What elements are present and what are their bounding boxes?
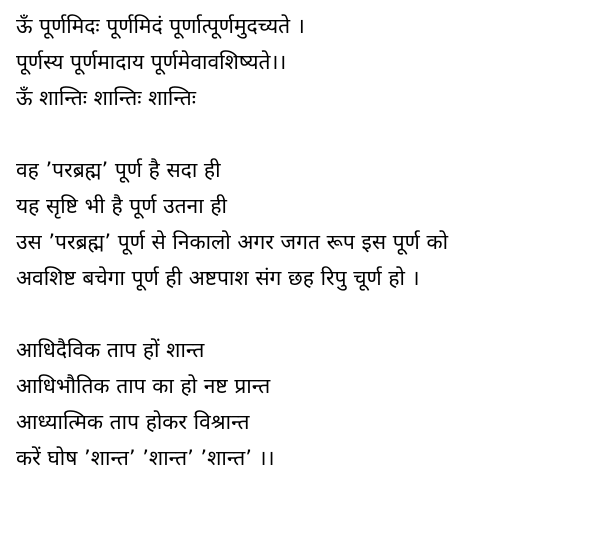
verse-line: यह सृष्टि भी है पूर्ण उतना ही (16, 194, 227, 218)
poem-document (16, 8, 600, 476)
verse-line: ऊँ पूर्णमिदः पूर्णमिदं पूर्णात्पूर्णमुदच्यते । (16, 14, 305, 38)
verse-line: पूर्णस्य पूर्णमादाय पूर्णमेवावशिष्यते।। (16, 50, 287, 74)
verse-line: अवशिष्ट बचेगा पूर्ण ही अष्टपाश संग छह रिपु चूर्ण हो । (16, 266, 420, 290)
stanza-purna (16, 152, 600, 296)
verse-line: करें घोष ’शान्त’ ’शान्त’ ’शान्त’ ।। (16, 446, 275, 470)
verse-line: आध्यात्मिक ताप होकर विश्रान्त (16, 410, 250, 434)
verse-line: आधिदैविक ताप हों शान्त (16, 338, 205, 362)
verse-line: आधिभौतिक ताप का हो नष्ट प्रान्त (16, 374, 271, 398)
verse-line: ऊँ शान्तिः शान्तिः शान्तिः (16, 86, 197, 110)
stanza-shanti (16, 332, 600, 476)
verse-line: वह ’परब्रह्म’ पूर्ण है सदा ही (16, 158, 221, 182)
verse-line: उस ’परब्रह्म’ पूर्ण से निकालो अगर जगत रूप इस पूर्ण को (16, 230, 449, 254)
stanza-invocation (16, 8, 600, 116)
